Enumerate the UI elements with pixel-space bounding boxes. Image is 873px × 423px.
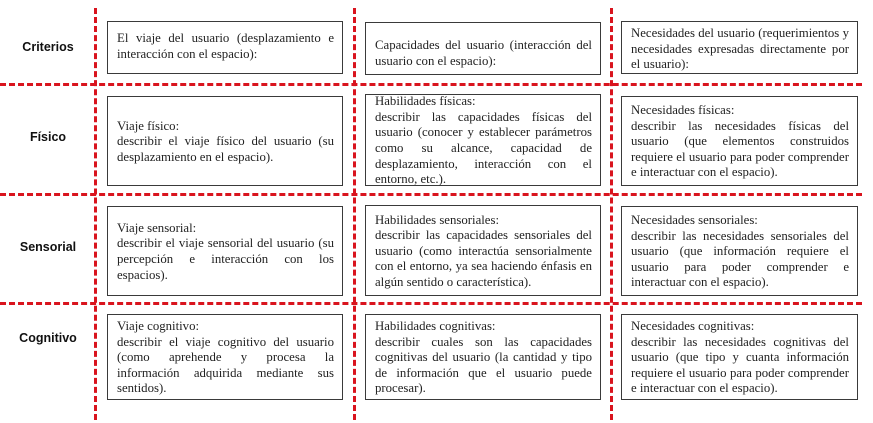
cell-title: Necesidades cognitivas: (631, 319, 755, 334)
row-label-criterios: Criterios (22, 40, 74, 54)
cell-desc: describir el viaje físico del usuario (su desplazamiento en el espacio). (117, 134, 334, 164)
header-capacidades-text: Capacidades del usuario (interacción del usuario con el espacio): (375, 38, 592, 68)
cell-title: Habilidades sensoriales: (375, 212, 500, 227)
cell-desc: describir las necesidades sensoriales del usuario (que información requiere el usuario para poder comprender e interactuar con el espacio). (631, 228, 849, 290)
cell-sensorial-viaje (107, 206, 343, 296)
cell-sensorial-habilidades (365, 205, 601, 296)
row-label-fisico: Físico (29, 130, 67, 144)
column-divider-3 (610, 8, 613, 420)
cell-fisico-necesidades (621, 96, 858, 186)
cell-title: Viaje físico: (117, 118, 180, 133)
cell-desc: describir las necesidades cognitivas del usuario (que tipo y cuanta información requiere el usuario para poder comprender e interactuar con el espacio). (631, 334, 849, 396)
cell-desc: describir cuales son las capacidades cognitivas del usuario (la cantidad y tipo de información que el usuario puede procesar). (375, 334, 592, 396)
cell-title: Habilidades físicas: (375, 94, 476, 109)
cell-fisico-habilidades (365, 94, 601, 186)
header-necesidades-text: Necesidades del usuario (requerimientos y necesidades expresadas directamente por el usuario): (631, 26, 849, 72)
header-viaje (107, 21, 343, 74)
cell-cognitivo-viaje (107, 314, 343, 400)
cell-title: Necesidades físicas: (631, 103, 735, 118)
row-label-cognitivo: Cognitivo (19, 331, 77, 345)
row-divider-2 (0, 193, 862, 196)
cell-title: Viaje cognitivo: (117, 319, 200, 334)
cell-title: Habilidades cognitivas: (375, 319, 496, 334)
cell-desc: describir el viaje cognitivo del usuario (como aprehende y procesa la información adquirida mediante sus sentidos). (117, 334, 334, 396)
cell-desc: describir las capacidades físicas del usuario (conocer y establecer parámetros como su alcance, capacidad de desplazamiento, interacción con el entorno, etc.). (375, 109, 592, 187)
cell-sensorial-necesidades (621, 206, 858, 296)
column-divider-1 (94, 8, 97, 420)
cell-title: Viaje sensorial: (117, 220, 197, 235)
header-viaje-text: El viaje del usuario (desplazamiento e interacción con el espacio): (117, 31, 334, 61)
cell-desc: describir las capacidades sensoriales del usuario (como interactúa sensorialmente con el entorno, ya sea haciendo énfasis en algún sentido o característica). (375, 228, 592, 289)
cell-fisico-viaje (107, 96, 343, 186)
column-divider-2 (353, 8, 356, 420)
cell-cognitivo-necesidades (621, 314, 858, 400)
row-label-sensorial: Sensorial (19, 240, 77, 254)
row-divider-3 (0, 302, 862, 305)
row-divider-1 (0, 83, 862, 86)
cell-cognitivo-habilidades (365, 314, 601, 400)
cell-title: Necesidades sensoriales: (631, 213, 758, 228)
cell-desc: describir el viaje sensorial del usuario (su percepción e interacción con los espacios). (117, 236, 334, 282)
header-necesidades (621, 21, 858, 74)
cell-desc: describir las necesidades físicas del usuario (que elementos construidos requiere el usuario para poder comprender e interactuar con el espacio). (631, 118, 849, 180)
header-capacidades (365, 22, 601, 75)
